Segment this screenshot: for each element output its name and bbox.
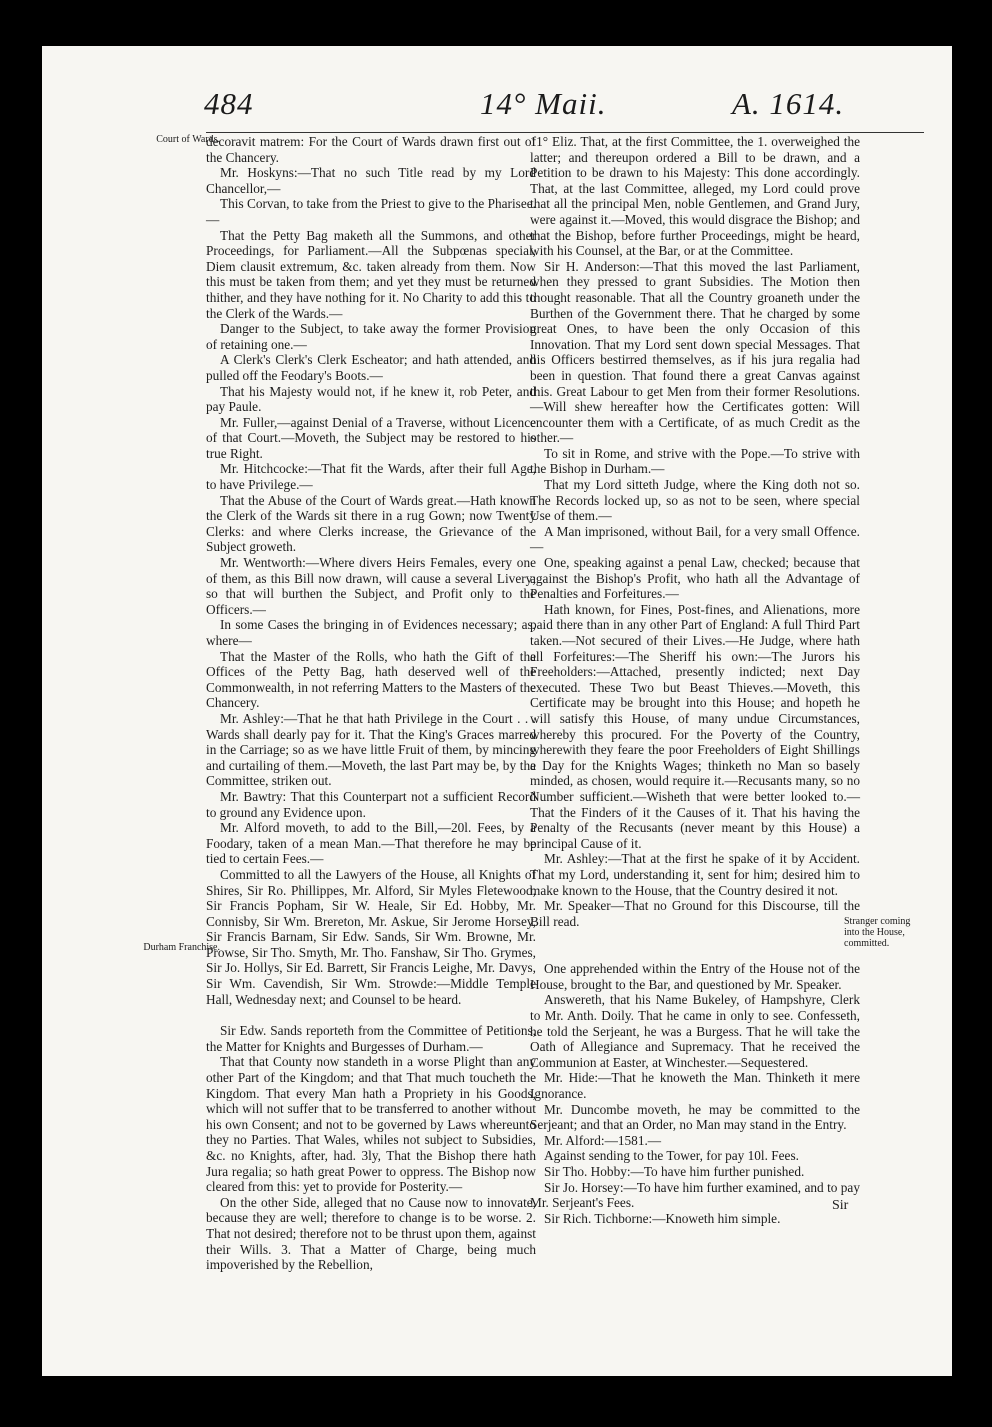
paragraph: Mr. Ashley:—That he that hath Privilege in the Court . . . Wards shall dearly pay for it. That the King's Graces marred in the Carriage; so as we have little Fruit of them, by mincing and curtailing of them.—Moveth, the last Part may be, by the Committee, striken out. — [206, 710, 536, 789]
margin-note-durham-franchise: Durham Franchise. — [143, 942, 220, 953]
margin-note-stranger: Stranger coming into the House, committed. — [844, 916, 911, 949]
catchword: Sir — [832, 1198, 849, 1213]
paragraph: To sit in Rome, and strive with the Pope.—To strive with the Bishop in Durham.— — [530, 445, 860, 477]
paragraph: Mr. Alford:—1581.— — [544, 1132, 662, 1148]
margin-note-court-of-wards: Court of Wards. — [156, 134, 220, 145]
header-rule — [206, 132, 924, 133]
paragraph: On the other Side, alleged that no Cause now to innovate, because they are well; therefore to change is to be worse. 2. That not desired; therefore not to be thrust upon them, against their Wills. 3. That a Matter of Charge, being much impoverished by the Rebellion, — [206, 1194, 536, 1273]
paragraph: Sir Jo. Horsey:—To have him further examined, and to pay Mr. Serjeant's Fees. — [530, 1179, 860, 1211]
paragraph: Mr. Duncombe moveth, he may be committed to the Serjeant; and that an Order, no Man may stand in the Entry. — [530, 1101, 860, 1133]
paragraph: One apprehended within the Entry of the House not of the House, brought to the Bar, and questioned by Mr. Speaker. — [530, 961, 860, 992]
paragraph: That his Majesty would not, if he knew it, rob Peter, and pay Paule. — [206, 383, 536, 415]
paragraph: Sir Tho. Hobby:—To have him further punished. — [544, 1164, 805, 1179]
paragraph: Hath known, for Fines, Post-fines, and Alienations, more paid there than in any other Part of England: A full Third Part taken.—Not secured of their Lives.—He Judge, where hath all Forfeitures:—The Sheriff his own:—The Jurors his Freeholders:—Attached, presently indicted; next Day executed. These Two but Beast Thieves.—Moveth, this Certificate may be brought into this House; and hopeth he will satisfy this House, of many undue Circumstances, whereby this procured. For the Poverty of the Country, wherewith they feare the poor Freeholders of Eight Shillings a Day for the Knights Wages; thinketh no Man so basely minded, as chosen, would require it.—Recusants many, so no Number sufficient.—Wisheth that were better looked to.—That the Finders of it the Causes of it. That his having the Penalty of the Recusants (never meant by this House) a principal Cause of it. — [530, 601, 860, 851]
page-date: 14° Maii. — [480, 86, 607, 121]
page-number: 484 — [204, 86, 254, 121]
paragraph: That my Lord sitteth Judge, where the King doth not so. The Records locked up, so as not to be seen, where special Use of them.— — [530, 477, 860, 524]
paragraph: That the Master of the Rolls, who hath the Gift of the Offices of the Petty Bag, hath deserved well of the Commonwealth, in not referring Matters to the Masters of the Chancery. — [206, 648, 536, 711]
paragraph: A Man imprisoned, without Bail, for a very small Offence.— — [530, 523, 860, 555]
document-page — [42, 46, 952, 1376]
paragraph: Mr. Alford moveth, to add to the Bill,—20l. Fees, by a Foodary, taken of a mean Man.—That therefore he may be tied to certain Fees.— — [206, 820, 536, 867]
paragraph: Sir Edw. Sands reporteth from the Committee of Petitions, the Matter for Knights and Burgesses of Durham.— — [206, 1023, 536, 1054]
paragraph: In some Cases the bringing in of Evidences necessary; as, where— — [206, 617, 536, 648]
paragraph: This Corvan, to take from the Priest to give to the Pharisee.— — [206, 196, 536, 227]
left-column — [206, 134, 536, 1273]
paragraph: Mr. Bawtry: That this Counterpart not a sufficient Record to ground any Evidence upon. — [206, 788, 536, 820]
paragraph: Mr. Fuller,—against Denial of a Traverse, without Licence of that Court.—Moveth, the Subject may be restored to his true Right. — [206, 414, 536, 461]
right-column — [530, 134, 860, 1226]
paragraph: Mr. Hide:—That he knoweth the Man. Thinketh it mere Ignorance. — [530, 1070, 860, 1102]
paragraph: That the Abuse of the Court of Wards great.—Hath known the Clerk of the Wards sit there in a rug Gown; now Twenty Clerks: and where Clerks increase, the Grievance of the Subject groweth. — [206, 492, 536, 555]
paragraph: That the Petty Bag maketh all the Summons, and other Proceedings, for Parliament.—All the Subpœnas special, Diem clausit extremum, &c. taken already from them. Now this must be taken from them; and yet they must be returned thither, and they have nothing for it. No Charity to add this to the Clerk of the Wards.— — [206, 227, 536, 321]
paragraph: A Clerk's Clerk's Clerk Escheator; and hath attended, and pulled off the Feodary's Boots.— — [206, 352, 536, 383]
paragraph: Mr. Hitchcocke:—That fit the Wards, after their full Age, to have Privilege.— — [206, 461, 536, 493]
paragraph: 11° Eliz. That, at the first Committee, the 1. overweighed the latter; and thereupon ordered a Bill to be drawn, and a Petition to be drawn to his Majesty: This done accordingly. That, at the last Committee, alleged, my Lord could prove that all the principal Men, noble Gentlemen, and Grand Jury, were against it.—Moved, this would disgrace the Bishop; and that the Bishop, before further Proceedings, might be heard, with his Counsel, at the Bar, or at the Committee. — [530, 134, 860, 259]
paragraph: Committed to all the Lawyers of the House, all Knights of Shires, Sir Ro. Phillippes, Mr. Alford, Sir Myles Fletewood, Sir Francis Popham, Sir W. Heale, Sir Ed. Hobby, Mr. Connisby, Sir Wm. Brereton, Mr. Askue, Sir Jerome Horsey, Sir Francis Barnam, Sir Edw. Sands, Sir Wm. Browne, Mr. Prowse, Sir Tho. Smyth, Mr. Tho. Fanshaw, Sir Tho. Grymes, Sir Jo. Hollys, Sir Ed. Barrett, Sir Francis Leighe, Mr. Davys, Sir Wm. Cavendish, Sir Wm. Strowde:—Middle Temple Hall, Wednesday next; and Counsel to be heard. — [206, 866, 536, 1007]
paragraph: Mr. Ashley:—That at the first he spake of it by Accident. That my Lord, understanding it, sent for him; desired him to make known to the House, that the Country desired it not. — [530, 851, 860, 898]
paragraph: Sir Rich. Tichborne:—Knoweth him simple. — [544, 1210, 781, 1226]
page-year: A. 1614. — [732, 86, 845, 121]
paragraph: Mr. Hoskyns:—That no such Title read by my Lord Chancellor,— — [206, 165, 536, 196]
paragraph: One, speaking against a penal Law, checked; because that against the Bishop's Profit, who hath all the Advantage of Penalties and Forfeitures.— — [530, 555, 860, 602]
paragraph: Sir H. Anderson:—That this moved the last Parliament, when they pressed to grant Subsidies. The Motion then thought reasonable. That all the Country groaneth under the Burthen of the Government there. That he charged by some great Ones, to have been the only Occasion of this Innovation. That my Lord sent down special Messages. That his Officers bestirred themselves, as if his jura regalia had been in question. That found there a great Canvas against this. Great Labour to get Men from their former Resolutions.—Will shew hereafter how the Certificates gotten: Will encounter them with a Certificate, of as much Credit as the other.— — [530, 258, 860, 446]
paragraph: Mr. Speaker—That no Ground for this Discourse, till the Bill read. — [530, 898, 860, 929]
paragraph: Against sending to the Tower, for pay 10l. Fees. — [544, 1148, 799, 1164]
paragraph: Mr. Wentworth:—Where divers Heirs Females, every one of them, as this Bill now drawn, will cause a several Livery; so that will burthen the Subject, and Profit only to the Officers.— — [206, 555, 536, 617]
paragraph: That that County now standeth in a worse Plight than any other Part of the Kingdom; and that That much toucheth the Kingdom. That every Man hath a Propriety in his Goods, which will not suffer that to be transferred to another without his own Consent; and not to be governed by Laws whereunto they no Parties. That Wales, whiles not subject to Subsidies, &c. no Knights, after, had. 3ly, That the Bishop there hath Jura regalia; so hath great Power to oppress. The Bishop now cleared from this: yet to provide for Posterity.— — [206, 1054, 536, 1195]
paragraph: decoravit matrem: For the Court of Wards drawn first out of the Chancery. — [206, 134, 536, 165]
paragraph: Danger to the Subject, to take away the former Provision of retaining one.— — [206, 321, 536, 352]
paragraph: Answereth, that his Name Bukeley, of Hampshyre, Clerk to Mr. Anth. Doily. That he came in only to see. Confesseth, he told the Serjeant, he was a Burgess. That he will take the Oath of Allegiance and Supremacy. That he received the Communion at Easter, at Winchester.—Sequestered. — [530, 992, 860, 1070]
